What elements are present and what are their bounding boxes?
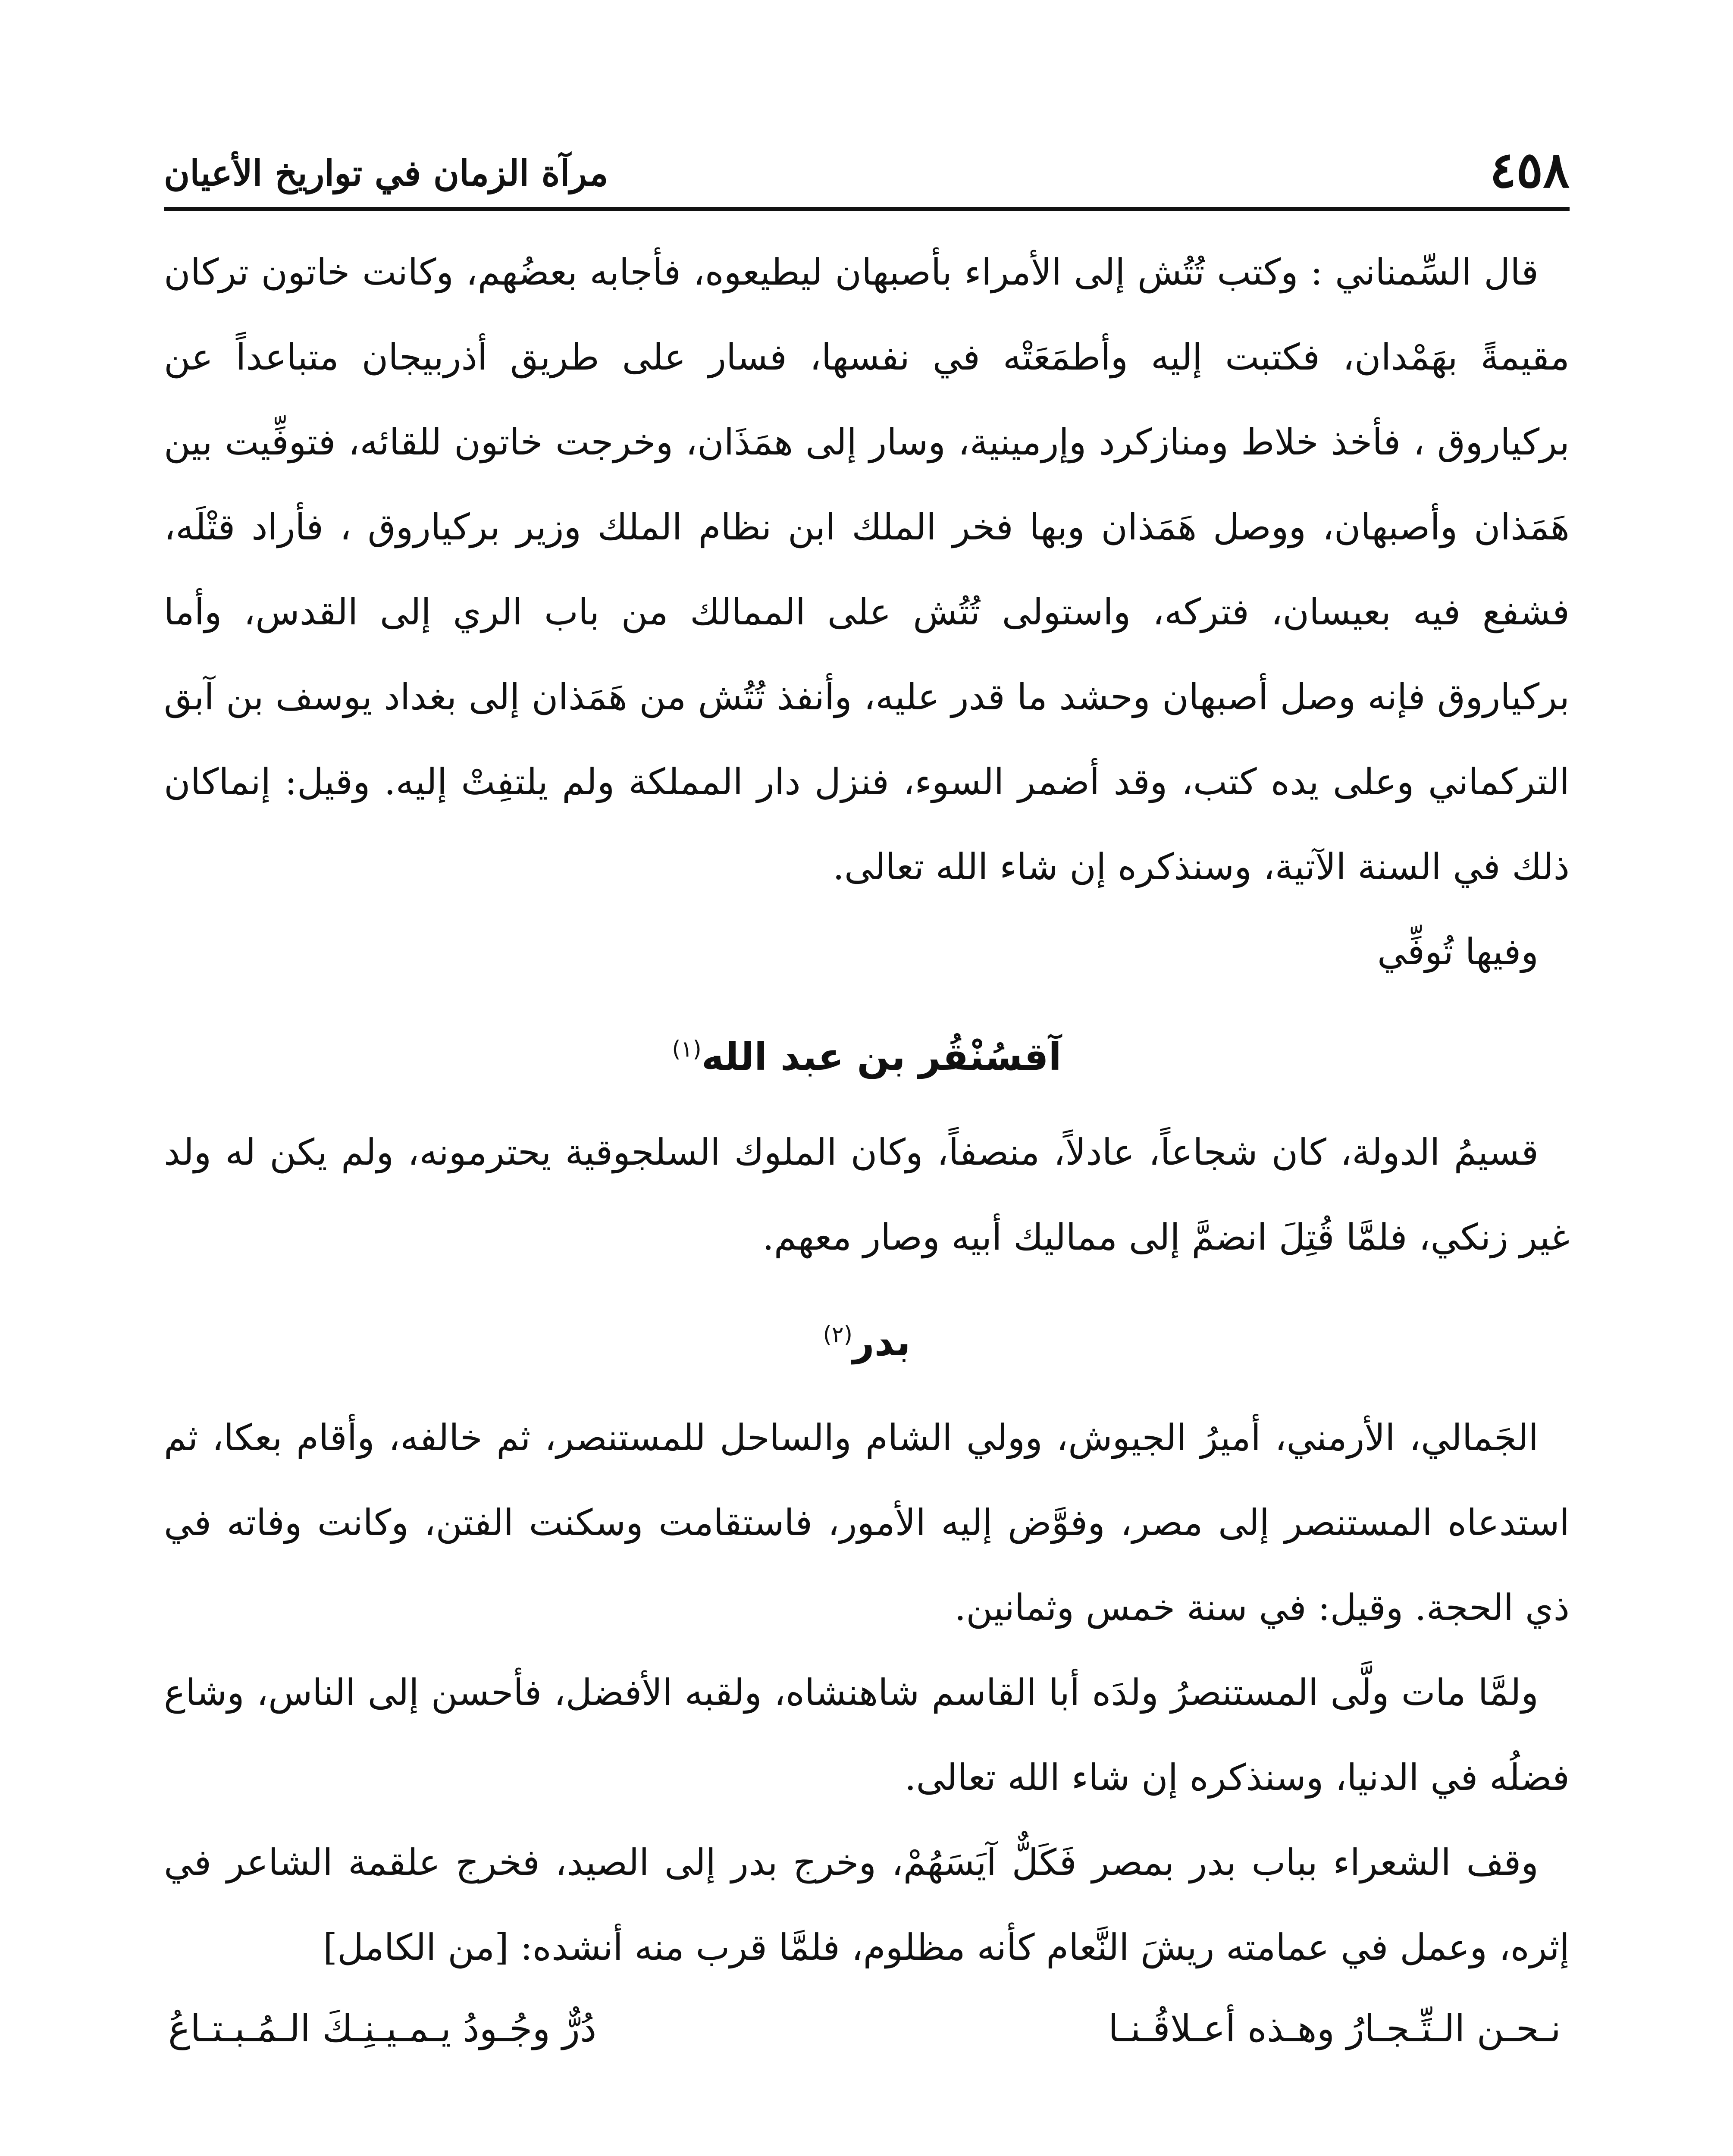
paragraph-badr-2: ولمَّا مات ولَّى المستنصرُ ولدَه أبا القاسم شاهنشاه، ولقبه الأفضل، فأحسن إلى الناس، وشاع فضلُه في الدنيا، وسنذكره إن شاء الله تعالى.: [164, 1671, 1570, 1799]
paragraph-aqsunqur: قسيمُ الدولة، كان شجاعاً، عادلاً، منصفاً، وكان الملوك السلجوقية يحترمونه، ولم يكن له ولد غير زنكي، فلمَّا قُتِلَ انضمَّ إلى مماليك أبيه وصار معهم.: [164, 1131, 1570, 1258]
paragraph-tutush: قال السِّمناني : وكتب تُتُش إلى الأمراء بأصبهان ليطيعوه، فأجابه بعضُهم، وكانت خاتون تركان مقيمةً بهَمْدان، فكتبت إليه وأطمَعَتْه في نفسها، فسار على طريق أذربيجان متباعداً عن بركياروق ، فأخذ خلاط ومنازكرد وإرمينية، وسار إلى همَذَان، وخرجت خاتون للقائه، فتوفِّيت بين هَمَذان وأصبهان، ووصل هَمَذان وبها فخر الملك ابن نظام الملك وزير بركياروق ، فأراد قتْلَه، فشفع فيه بعيسان، فتركه، واستولى تُتُش على الممالك من باب الري إلى القدس، وأما بركياروق فإنه وصل أصبهان وحشد ما قدر عليه، وأنفذ تُتُش من هَمَذان إلى بغداد يوسف بن آبق التركماني وعلى يده كتب، وقد أضمر السوء، فنزل دار المملكة ولم يلتفِتْ إليه. وقيل: إنماكان ذلك في السنة الآتية، وسنذكره إن شاء الله تعالى.: [164, 251, 1570, 888]
paragraph-badr-1: الجَمالي، الأرمني، أميرُ الجيوش، وولي الشام والساحل للمستنصر، ثم خالفه، وأقام بعكا، ثم استدعاه المستنصر إلى مصر، وفوَّض إليه الأمور، فاستقامت وسكنت الفتن، وكانت وفاته في ذي الحجة. وقيل: في سنة خمس وثمانين.: [164, 1416, 1570, 1629]
poem-verse: [164, 1990, 1570, 2068]
paragraph-deaths-intro: وفيها تُوفِّي: [1377, 931, 1539, 973]
footnote-ref: (١): [672, 1036, 702, 1062]
entry-title: بدر: [852, 1320, 911, 1364]
verse-first-hemistich: نـحـن الـتِّـجـارُ وهـذه أعـلاقُـنـا: [1108, 2007, 1561, 2050]
page-number: ٤٥٨: [1489, 141, 1570, 199]
entry-heading-badr: [164, 1310, 1570, 1375]
book-page: [164, 142, 1570, 2156]
verse-second-hemistich: دُرٌّ وجُـودُ يـمـيـنِـكَ الـمُـبـتـاعُ: [168, 2007, 597, 2050]
footnote-ref: (٢): [823, 1322, 852, 1348]
entry-heading-aqsunqur: [164, 1025, 1570, 1089]
running-header: [164, 142, 1570, 211]
paragraph-badr-3: وقف الشعراء بباب بدر بمصر فَكَلٌّ آيَسَهُمْ، وخرج بدر إلى الصيد، فخرج علقمة الشاعر في إثره، وعمل في عمامته ريشَ النَّعام كأنه مظلوم، فلمَّا قرب منه أنشده: [من الكامل]: [164, 1841, 1570, 1968]
book-title: مرآة الزمان في تواريخ الأعيان: [164, 153, 608, 194]
entry-title: آقسُنْقُر بن عبد الله: [701, 1034, 1062, 1079]
main-text: [164, 230, 1570, 2068]
